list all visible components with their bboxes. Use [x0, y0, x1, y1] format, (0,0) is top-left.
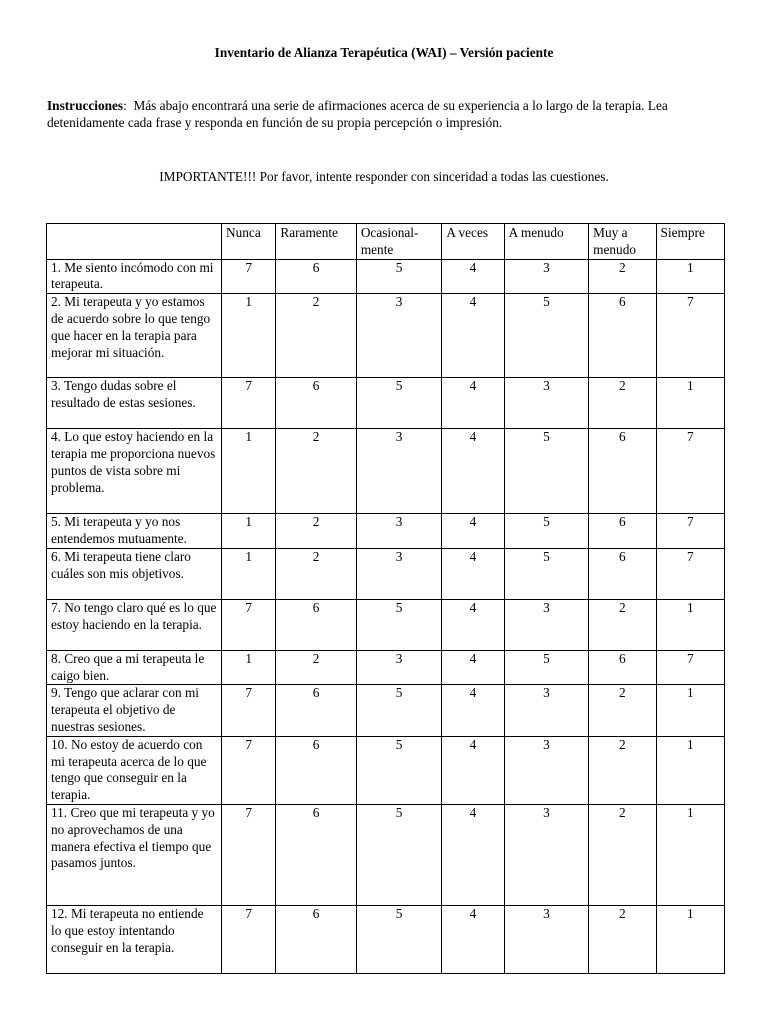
- response-value-cell[interactable]: 2: [589, 259, 656, 294]
- response-value-cell[interactable]: 4: [442, 548, 504, 599]
- response-value-cell[interactable]: 6: [589, 429, 656, 514]
- header-cell-empty: [47, 224, 222, 260]
- response-value-cell[interactable]: 4: [442, 905, 504, 973]
- response-value-cell[interactable]: 5: [504, 650, 588, 685]
- important-notice: IMPORTANTE!!! Por favor, intente responder con sinceridad a todas las cuestiones.: [159, 169, 609, 184]
- response-value-cell[interactable]: 7: [656, 294, 724, 378]
- response-value-cell[interactable]: 1: [656, 378, 724, 429]
- table-row: [47, 905, 725, 973]
- response-value-cell[interactable]: 5: [356, 259, 442, 294]
- response-value-cell[interactable]: 1: [222, 548, 276, 599]
- table-row: [47, 599, 725, 650]
- item-statement: 12. Mi terapeuta no entiende lo que estoy intentando conseguir en la terapia.: [47, 905, 222, 973]
- table-row: [47, 685, 725, 736]
- response-value-cell[interactable]: 5: [356, 599, 442, 650]
- response-value-cell[interactable]: 4: [442, 599, 504, 650]
- table-row: [47, 294, 725, 378]
- response-value-cell[interactable]: 7: [656, 650, 724, 685]
- header-cell-nunca: Nunca: [222, 224, 276, 260]
- response-value-cell[interactable]: 2: [589, 599, 656, 650]
- header-cell-a-veces: A veces: [442, 224, 504, 260]
- response-value-cell[interactable]: 7: [222, 905, 276, 973]
- response-value-cell[interactable]: 1: [656, 685, 724, 736]
- response-value-cell[interactable]: 4: [442, 685, 504, 736]
- response-value-cell[interactable]: 5: [356, 378, 442, 429]
- instructions-colon: :: [123, 98, 127, 113]
- response-value-cell[interactable]: 1: [222, 514, 276, 549]
- item-statement: 3. Tengo dudas sobre el resultado de estas sesiones.: [47, 378, 222, 429]
- response-value-cell[interactable]: 4: [442, 650, 504, 685]
- response-value-cell[interactable]: 2: [276, 650, 356, 685]
- table-row: [47, 804, 725, 905]
- item-statement: 1. Me siento incómodo con mi terapeuta.: [47, 259, 222, 294]
- response-value-cell[interactable]: 2: [276, 548, 356, 599]
- response-value-cell[interactable]: 2: [276, 294, 356, 378]
- response-value-cell[interactable]: 6: [589, 548, 656, 599]
- instructions-label: Instrucciones: [47, 98, 124, 113]
- response-value-cell[interactable]: 2: [589, 378, 656, 429]
- response-value-cell[interactable]: 3: [504, 685, 588, 736]
- item-statement: 10. No estoy de acuerdo con mi terapeuta acerca de lo que tengo que conseguir en la terapia.: [47, 736, 222, 804]
- response-value-cell[interactable]: 5: [504, 548, 588, 599]
- response-value-cell[interactable]: 3: [504, 378, 588, 429]
- response-value-cell[interactable]: 1: [222, 294, 276, 378]
- response-value-cell[interactable]: 5: [356, 685, 442, 736]
- response-value-cell[interactable]: 3: [504, 599, 588, 650]
- response-value-cell[interactable]: 1: [656, 905, 724, 973]
- response-value-cell[interactable]: 1: [656, 804, 724, 905]
- table-row: [47, 259, 725, 294]
- response-value-cell[interactable]: 6: [276, 259, 356, 294]
- response-value-cell[interactable]: 1: [656, 259, 724, 294]
- response-value-cell[interactable]: 5: [356, 905, 442, 973]
- response-value-cell[interactable]: 6: [276, 378, 356, 429]
- response-value-cell[interactable]: 2: [589, 685, 656, 736]
- item-statement: 11. Creo que mi terapeuta y yo no aprovechamos de una manera efectiva el tiempo que pasamos juntos.: [47, 804, 222, 905]
- response-value-cell[interactable]: 3: [356, 514, 442, 549]
- response-value-cell[interactable]: 7: [222, 378, 276, 429]
- header-row: [47, 224, 725, 260]
- questionnaire-table: [46, 223, 725, 974]
- header-cell-ocasionalmente: Ocasional-mente: [356, 224, 442, 260]
- response-value-cell[interactable]: 1: [222, 650, 276, 685]
- response-value-cell[interactable]: 4: [442, 514, 504, 549]
- response-value-cell[interactable]: 3: [504, 736, 588, 804]
- response-value-cell[interactable]: 7: [222, 599, 276, 650]
- response-value-cell[interactable]: 5: [504, 429, 588, 514]
- table-row: [47, 429, 725, 514]
- item-statement: 4. Lo que estoy haciendo en la terapia me proporciona nuevos puntos de vista sobre mi problema.: [47, 429, 222, 514]
- response-value-cell[interactable]: 4: [442, 378, 504, 429]
- item-statement: 6. Mi terapeuta tiene claro cuáles son mis objetivos.: [47, 548, 222, 599]
- response-value-cell[interactable]: 6: [589, 514, 656, 549]
- response-value-cell[interactable]: 4: [442, 259, 504, 294]
- item-statement: 5. Mi terapeuta y yo nos entendemos mutuamente.: [47, 514, 222, 549]
- response-value-cell[interactable]: 6: [276, 804, 356, 905]
- item-statement: 7. No tengo claro qué es lo que estoy haciendo en la terapia.: [47, 599, 222, 650]
- response-value-cell[interactable]: 5: [356, 736, 442, 804]
- header-cell-a-menudo: A menudo: [504, 224, 588, 260]
- response-value-cell[interactable]: 3: [504, 905, 588, 973]
- response-value-cell[interactable]: 4: [442, 294, 504, 378]
- response-value-cell[interactable]: 7: [656, 548, 724, 599]
- response-value-cell[interactable]: 7: [656, 429, 724, 514]
- response-value-cell[interactable]: 3: [504, 259, 588, 294]
- response-value-cell[interactable]: 6: [276, 736, 356, 804]
- response-value-cell[interactable]: 7: [222, 259, 276, 294]
- header-cell-raramente: Raramente: [276, 224, 356, 260]
- table-row: [47, 650, 725, 685]
- response-value-cell[interactable]: 6: [276, 685, 356, 736]
- response-value-cell[interactable]: 3: [356, 548, 442, 599]
- response-value-cell[interactable]: 4: [442, 804, 504, 905]
- item-statement: 8. Creo que a mi terapeuta le caigo bien.: [47, 650, 222, 685]
- header-cell-siempre: Siempre: [656, 224, 724, 260]
- response-value-cell[interactable]: 5: [504, 294, 588, 378]
- table-row: [47, 736, 725, 804]
- response-value-cell[interactable]: 6: [276, 905, 356, 973]
- response-value-cell[interactable]: 2: [589, 905, 656, 973]
- table-row: [47, 514, 725, 549]
- response-value-cell[interactable]: 2: [589, 804, 656, 905]
- response-value-cell[interactable]: 1: [656, 736, 724, 804]
- response-value-cell[interactable]: 3: [356, 294, 442, 378]
- response-value-cell[interactable]: 3: [356, 429, 442, 514]
- response-value-cell[interactable]: 6: [589, 294, 656, 378]
- table-row: [47, 378, 725, 429]
- table-row: [47, 548, 725, 599]
- response-value-cell[interactable]: 7: [222, 804, 276, 905]
- item-statement: 2. Mi terapeuta y yo estamos de acuerdo sobre lo que tengo que hacer en la terapia para mejorar mi situación.: [47, 294, 222, 378]
- response-value-cell[interactable]: 3: [504, 804, 588, 905]
- response-value-cell[interactable]: 2: [589, 736, 656, 804]
- instructions-text: Más abajo encontrará una serie de afirmaciones acerca de su experiencia a lo largo de la terapia. Lea detenidamente cada frase y responda en función de su propia percepción o impresión.: [47, 98, 672, 130]
- response-value-cell[interactable]: 2: [276, 514, 356, 549]
- response-value-cell[interactable]: 7: [222, 736, 276, 804]
- document-title: Inventario de Alianza Terapéutica (WAI) – Versión paciente: [214, 45, 554, 60]
- header-cell-muy-a-menudo: Muy a menudo: [589, 224, 656, 260]
- response-value-cell[interactable]: 4: [442, 736, 504, 804]
- response-value-cell[interactable]: 2: [276, 429, 356, 514]
- response-value-cell[interactable]: 6: [589, 650, 656, 685]
- response-value-cell[interactable]: 5: [356, 804, 442, 905]
- response-value-cell[interactable]: 1: [222, 429, 276, 514]
- response-value-cell[interactable]: 3: [356, 650, 442, 685]
- item-statement: 9. Tengo que aclarar con mi terapeuta el objetivo de nuestras sesiones.: [47, 685, 222, 736]
- instructions-paragraph: [47, 98, 727, 132]
- response-value-cell[interactable]: 6: [276, 599, 356, 650]
- response-value-cell[interactable]: 1: [656, 599, 724, 650]
- response-value-cell[interactable]: 7: [656, 514, 724, 549]
- response-value-cell[interactable]: 5: [504, 514, 588, 549]
- response-value-cell[interactable]: 7: [222, 685, 276, 736]
- response-value-cell[interactable]: 4: [442, 429, 504, 514]
